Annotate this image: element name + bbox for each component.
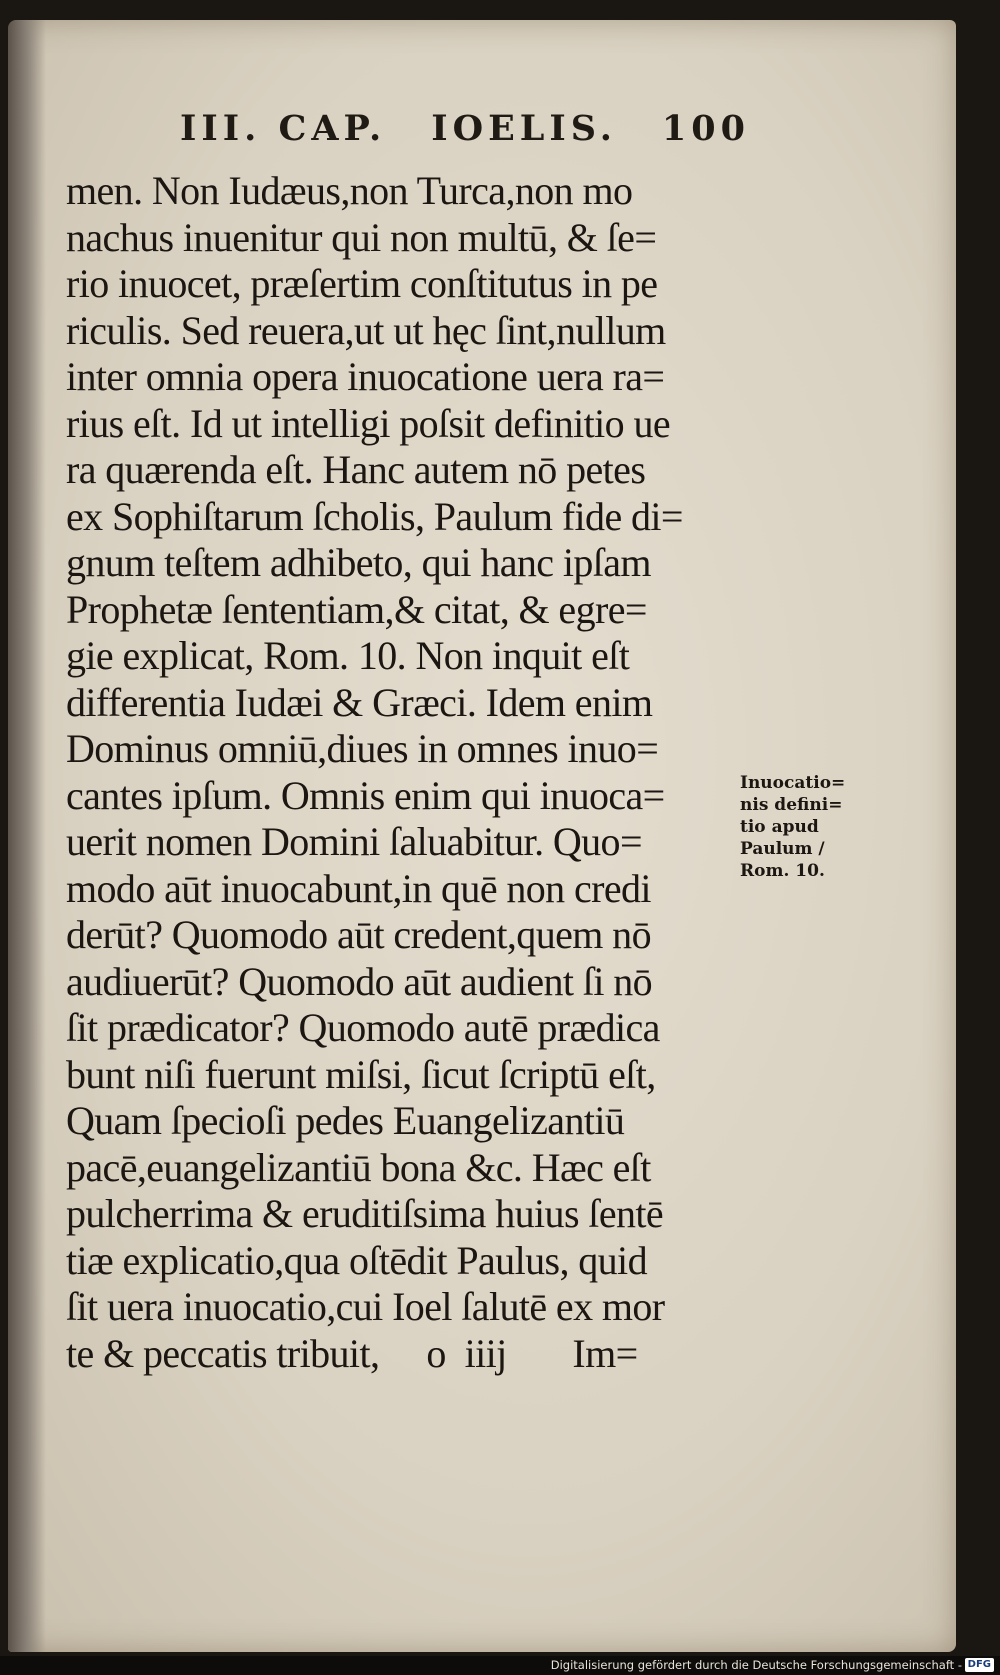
text-line: derūt? Quomodo aūt credent,quem nō	[66, 912, 651, 957]
text-line: riculis. Sed reuera,ut ut hęc ſint,nullum	[66, 307, 666, 353]
marginal-note-line: Inuocatio=	[740, 773, 846, 793]
text-line: Quam ſpecioſi pedes Euangelizantiū	[66, 1098, 625, 1143]
text-line: gie explicat, Rom. 10. Non inquit eſt	[66, 633, 630, 678]
text-line: cantes ipſum. Omnis enim qui inuoca=	[66, 772, 665, 818]
running-head	[180, 108, 750, 149]
text-line: nachus inuenitur qui non multū, & ſe=	[66, 214, 657, 260]
text-line: gnum teſtem adhibeto, qui hanc ipſam	[66, 540, 651, 585]
text-line: Prophetæ ſententiam,& citat, & egre=	[66, 586, 647, 632]
text-line: audiuerūt? Quomodo aūt audient ſi nō	[66, 958, 653, 1004]
marginal-note-line: Rom. 10.	[740, 861, 825, 881]
text-line: ex Sophiſtarum ſcholis, Paulum fide di=	[66, 493, 683, 539]
running-head-chapter: III. CAP.	[180, 108, 387, 149]
text-line: ſit prædicator? Quomodo autē prædica	[66, 1005, 660, 1050]
text-line: rius eſt. Id ut intelligi poſsit definitio ue	[66, 400, 671, 446]
text-line: inter omnia opera inuocatione uera ra=	[66, 354, 665, 399]
page-gutter	[8, 20, 46, 1652]
running-head-book: IOELIS.	[431, 108, 617, 149]
marginal-note-line: nis defini=	[740, 795, 843, 815]
text-line-last: te & peccatis tribuit, o iiij Im=	[66, 1330, 638, 1376]
text-line: men. Non Iudæus,non Turca,non mo	[66, 168, 633, 213]
text-line: pulcherrima & eruditiſsima huius ſentē	[66, 1191, 664, 1236]
marginal-note	[740, 772, 880, 882]
text-line: bunt niſi fuerunt miſsi, ſicut ſcriptū eſt,	[66, 1051, 656, 1097]
text-line: rio inuocet, præſertim conſtitutus in pe	[66, 261, 658, 306]
digitization-credit: Digitalisierung gefördert durch die Deutsche Forschungsgemeinschaft -	[550, 1658, 962, 1672]
marginal-note-line: tio apud	[740, 817, 819, 837]
text-line: ſit uera inuocatio,cui Ioel ſalutē ex mor	[66, 1284, 665, 1329]
text-line: uerit nomen Domini ſaluabitur. Quo=	[66, 819, 642, 864]
text-line: Dominus omniū,diues in omnes inuo=	[66, 726, 659, 771]
text-line: modo aūt inuocabunt,in quē non credi	[66, 865, 651, 911]
body-text	[66, 168, 766, 1377]
text-line: ra quærenda eſt. Hanc autem nō petes	[66, 447, 646, 492]
text-line: tiæ explicatio,qua oſtēdit Paulus, quid	[66, 1237, 647, 1283]
dfg-logo: DFG	[965, 1658, 994, 1672]
text-line: differentia Iudæi & Græci. Idem enim	[66, 679, 653, 725]
marginal-note-line: Paulum /	[740, 839, 825, 859]
folio-number: 100	[661, 108, 750, 149]
text-line: pacē,euangelizantiū bona &c. Hæc eſt	[66, 1144, 651, 1190]
